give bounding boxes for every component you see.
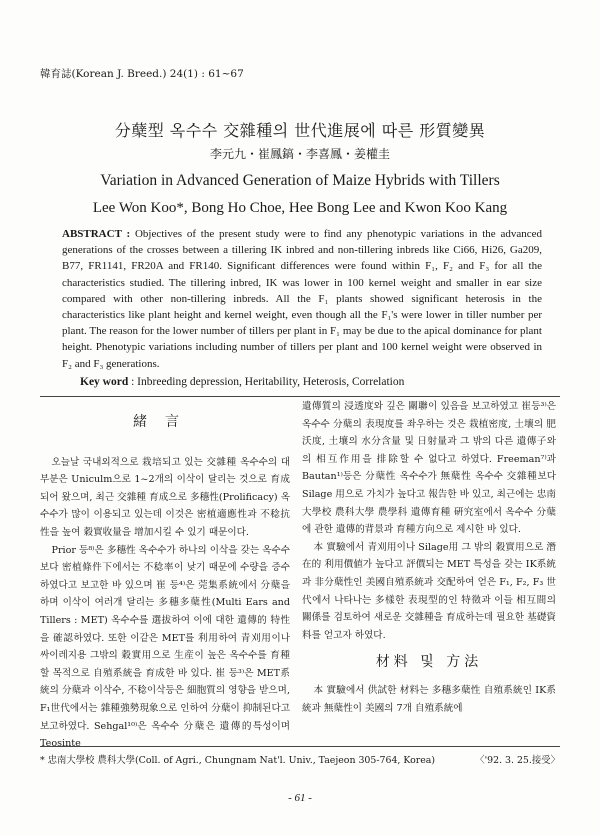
keyword-text: : Inbreeding depression, Heritability, Heterosis, Correlation [128, 376, 405, 388]
header-divider [40, 396, 560, 397]
title-korean: 分蘖型 옥수수 交雜種의 世代進展에 따른 形質變異 [114, 121, 486, 140]
keywords [80, 376, 404, 388]
body-paragraph: 本 實驗에서 青刈用이나 Silage用 그 밖의 穀實用으로 潛在的 利用價値가 높다고 評價되는 MET 특성을 갖는 IK系統과 非分蘖性인 美國自殖系統과 交配하여 얻은 F₁, F₂, F₃ 世代에서 나타나는 多樣한 表現型的인 特徵과 이들 相互間의 關係를 검토하여 새로운 交雜種을 育成하는데 필요한 基礎資料를 얻고자 하였다. [302, 541, 556, 641]
abstract [62, 226, 542, 372]
footnote [40, 752, 560, 766]
received-date: 〈'92. 3. 25.接受〉 [475, 755, 560, 766]
page-number: - 61 - [288, 792, 312, 804]
body-paragraph: 오늘날 국내외적으로 栽培되고 있는 交雜種 옥수수의 대부분은 Uniculm으로 1~2개의 이삭이 달리는 것으로 育成되어 왔으며, 최근 交雜種 育成으로 多穗性(Prolificacy) 옥수수가 많이 이용되고 있는데 이것은 密植適應性과 不稔抗性을 높여 穀實收量을 增加시킬 수 있기 때문이다. [40, 456, 290, 538]
keyword-label: Key word [80, 376, 129, 388]
right-column [302, 398, 556, 717]
footnote-affiliation: * 忠南大學校 農科大學(Coll. of Agri., Chungnam Nat'l. Univ., Taejeon 305-764, Korea) [40, 755, 436, 766]
left-column [40, 398, 290, 753]
body-paragraph: 本 實驗에서 供試한 材料는 多穗多蘖性 自殖系統인 IK系統과 無蘖性이 美國의 7개 自殖系統에 [302, 684, 556, 714]
authors-english: Lee Won Koo*, Bong Ho Choe, Hee Bong Lee and Kwon Koo Kang [92, 200, 508, 216]
body-paragraph: 遺傳質의 浸透度와 깊은 關聯이 있음을 보고하였고 崔등³⁾은 옥수수 分蘖의 表現度를 좌우하는 것은 栽植密度, 土壤의 肥沃度, 土壤의 水分含量 및 日射量과 그 밖의 다른 遺傳子와의 相互作用을 排除할 수 없다고 하였다. Freeman⁷⁾과 Bautan¹⁾등은 分蘖性 옥수수가 無蘖性 옥수수 交雜種보다 Silage 用으로 가치가 높다고 報告한 바 있고, 최근에는 忠南大學校 農科大學 農學科 遺傳育種 硏究室에서 옥수수 分蘖에 관한 遺傳的背景과 育種方向으로 제시한 바 있다. [302, 401, 556, 536]
abstract-label: ABSTRACT : [62, 228, 131, 240]
body-paragraph: Prior 등⁸⁾은 多穗性 옥수수가 하나의 이삭을 갖는 옥수수보다 密植條件下에서는 不稔率이 낮기 때문에 수량을 증수하였다고 보고한 바 있으며 崔 등⁴⁾은 莞集系統에서 分蘖을 하며 이삭이 여러개 달리는 多穗多蘖性(Multi Ears and Tillers : MET) 옥수수를 選拔하여 이에 대한 遺傳的 特性을 確認하였다. 또한 이같은 MET를 利用하여 青刈用이나 싸이레지용 그밖의 穀實用으로 生産이 높은 옥수수를 育種할 목적으로 自殖系統을 育成한 바 있다. 崔 등³⁾은 MET系統의 分蘖과 이삭수, 不稔이삭등은 細胞質의 영향을 받으며, F₁世代에서는 雜種強勢現象으로 인하여 分蘖이 抑制된다고 보고하였다. Sehgal¹⁰⁾은 옥수수 分蘖은 遺傳的특성이며 Teosinte [40, 544, 290, 750]
journal-citation: 韓育誌(Korean J. Breed.) 24(1) : 61~67 [40, 68, 244, 80]
abstract-text: Objectives of the present study were to find any phenotypic variations in the advanced generations of the crosses between a tillering IK inbred and non-tillering inbreds like Ci66, Hi26, Ga209, B77, FR1141, FR20A and FR140. Significant differences were found within F₁, F₂ and F₃ for all the characteristics studied. The tillering inbred, IK was lower in 100 kernel weight and smaller in ear size compared with other non-tillering inbreds. All the F₁ plants showed significant heterosis in the characteristics like plant height and kernel weight, even though all the F₁'s were lower in tiller number per plant. The reason for the lower number of tillers per plant in F₁ may be due to the apical dominance for plant height. Phenotypic variations including number of tillers per plant and 100 kernel weight were observed in F₂ and F₃ generations. [62, 228, 542, 370]
footnote-divider [40, 746, 560, 747]
section-methods-title: 材料 및 方法 [375, 654, 483, 671]
section-introduction-title: 緒言 [133, 414, 197, 430]
title-english: Variation in Advanced Generation of Maize Hybrids with Tillers [100, 172, 500, 189]
authors-korean: 李元九・崔鳳鎬・李喜鳳・姜權圭 [209, 147, 390, 161]
